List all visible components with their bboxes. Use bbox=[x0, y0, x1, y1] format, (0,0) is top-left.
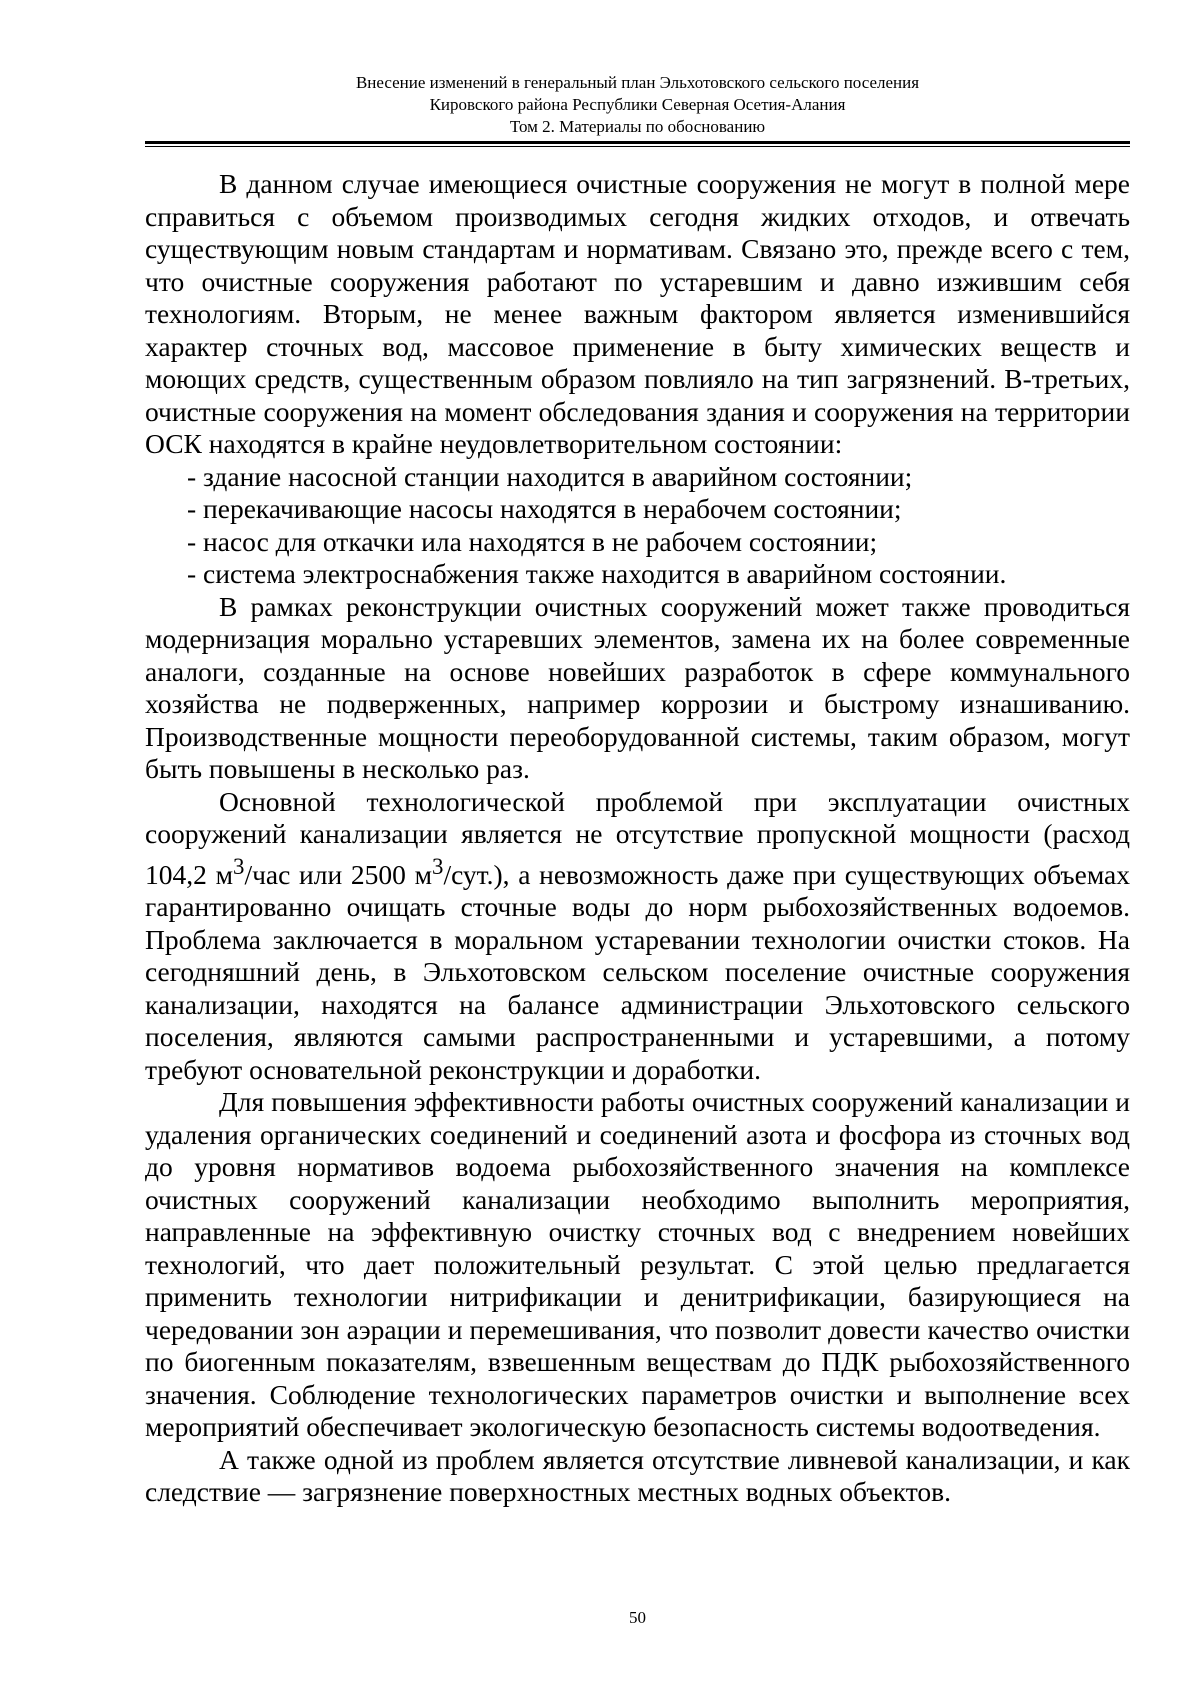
header-line-3: Том 2. Материалы по обоснованию bbox=[509, 117, 766, 136]
superscript-cubic-1: 3 bbox=[232, 853, 245, 879]
bullet-item-3: - насос для откачки ила находятся в не рабочем состоянии; bbox=[187, 525, 878, 557]
running-header bbox=[145, 72, 1130, 138]
page-number: 50 bbox=[629, 1608, 646, 1627]
paragraph-3-part-c: /сут.), а невозможность даже при существующих объемах гарантированно очищать сточные воды до норм рыбохозяйственных водоемов. Проблема заключается в моральном устаревании технологии очистки стоков. На сегодняшний день, в Эльхотовском сельском поселение очистные сооружения канализации, находятся на балансе администрации Эльхотовского сельского поселения, являются самыми распространенными и устаревшими, а потому требуют основательной реконструкции и доработки. bbox=[145, 858, 1130, 1085]
paragraph-3-part-a: Основной технологической проблемой при эксплуатации очистных сооружений канализации является не отсутствие пропускной мощности (расход 104,2 м bbox=[145, 785, 1130, 890]
header-line-2: Кировского района Республики Северная Осетия-Алания bbox=[429, 95, 846, 114]
bullet-item-1: - здание насосной станции находится в аварийном состоянии; bbox=[187, 460, 913, 492]
body-text bbox=[145, 168, 1130, 1509]
paragraph-2: В рамках реконструкции очистных сооружений может также проводиться модернизация морально устаревших элементов, замена их на более современные аналоги, созданные на основе новейших разработок в сфере коммунального хозяйства не подверженных, например коррозии и быстрому изнашиванию. Производственные мощности переоборудованной системы, таким образом, могут быть повышены в несколько раз. bbox=[145, 590, 1130, 784]
paragraph-3 bbox=[145, 786, 1130, 1087]
bullet-item-4: - система электроснабжения также находится в аварийном состоянии. bbox=[187, 558, 1007, 589]
superscript-cubic-2: 3 bbox=[431, 853, 444, 879]
header-rule-thick bbox=[145, 141, 1130, 144]
paragraph-1: В данном случае имеющиеся очистные сооружения не могут в полной мере справиться с объемом производимых сегодня жидких отходов, и отвечать существующим новым стандартам и нормативам. Связано это, прежде всего с тем, что очистные сооружения работают по устаревшим и давно изжившим себя технологиям. Вторым, не менее важным фактором является изменившийся характер сточных вод, массовое применение в быту химических веществ и моющих средств, существенным образом повлияло на тип загрязнений. В-третьих, очистные сооружения на момент обследования здания и сооружения на территории ОСК находятся в крайне неудовлетворительном состоянии: bbox=[145, 168, 1130, 459]
bullet-item-2: - перекачивающие насосы находятся в нерабочем состоянии; bbox=[187, 493, 902, 524]
paragraph-4: Для повышения эффективности работы очистных сооружений канализации и удаления органических соединений и соединений азота и фосфора из сточных вод до уровня нормативов водоема рыбохозяйственного значения на комплексе очистных сооружений канализации необходимо выполнить мероприятия, направленные на эффективную очистку сточных вод с внедрением новейших технологий, что дает положительный результат. С этой целью предлагается применить технологии нитрификации и денитрификации, базирующиеся на чередовании зон аэрации и перемешивания, что позволит довести качество очистки по биогенным показателям, взвешенным веществам до ПДК рыбохозяйственного значения. Соблюдение технологических параметров очистки и выполнение всех мероприятий обеспечивает экологическую безопасность системы водоотведения. bbox=[145, 1086, 1130, 1443]
paragraph-5: А также одной из проблем является отсутствие ливневой канализации, и как следствие — загрязнение поверхностных местных водных объектов. bbox=[145, 1443, 1130, 1508]
paragraph-3-part-b: /час или 2500 м bbox=[244, 858, 432, 890]
header-line-1: Внесение изменений в генеральный план Эльхотовского сельского поселения bbox=[355, 73, 920, 92]
header-rule-thin bbox=[145, 146, 1130, 147]
